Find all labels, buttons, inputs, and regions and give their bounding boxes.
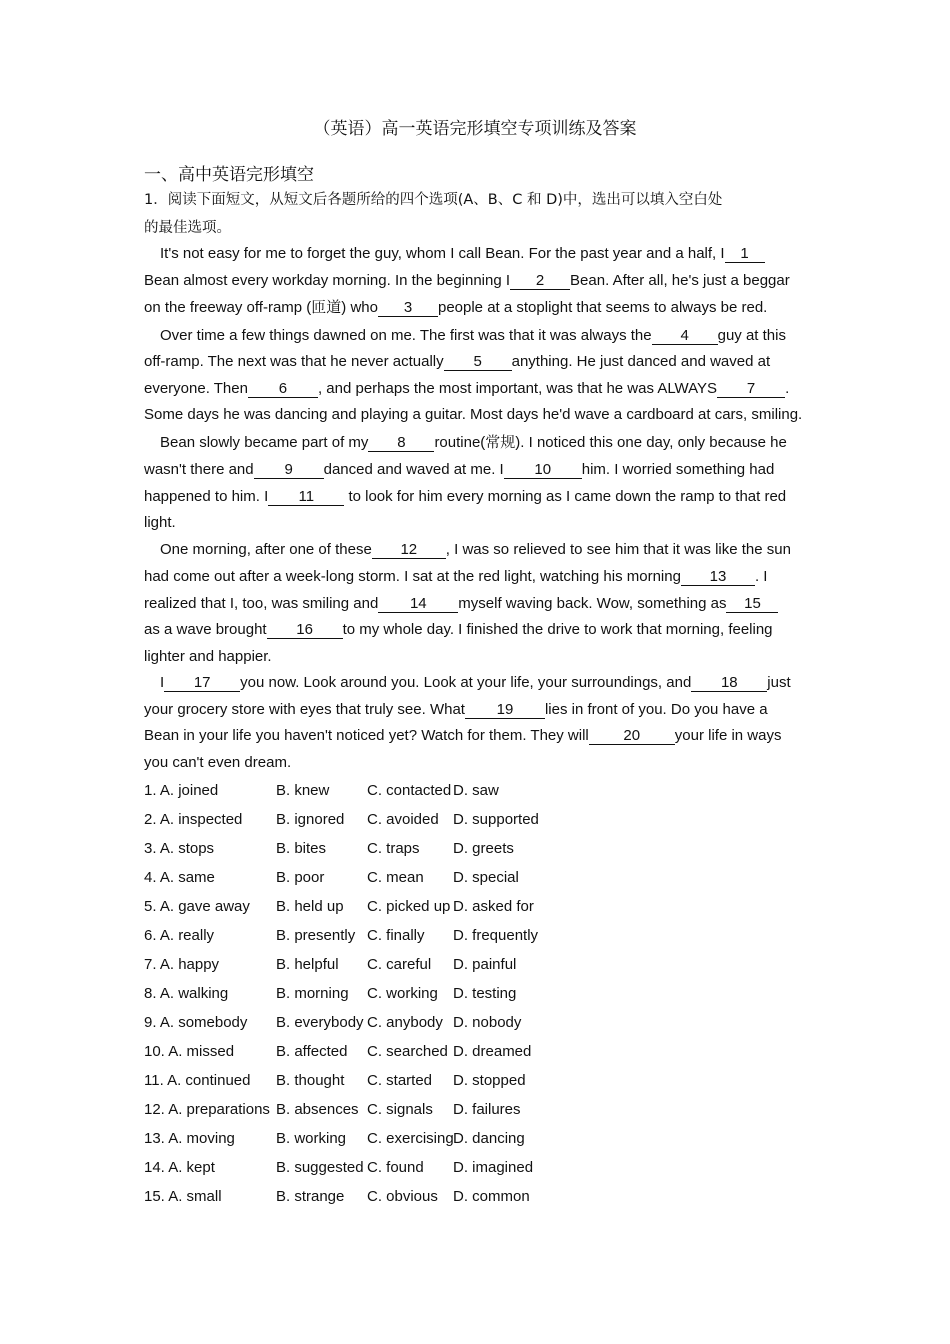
option-choice: 5. A. gave away: [144, 898, 250, 915]
option-choice: 15. A. small: [144, 1188, 222, 1205]
option-choice: D. common: [453, 1188, 530, 1205]
option-choice: C. obvious: [367, 1188, 438, 1205]
option-choice: B. bites: [276, 840, 327, 857]
passage-text: I: [160, 674, 165, 691]
passage-line: [160, 540, 850, 560]
blank-17: 17: [164, 674, 240, 692]
instruction-line: 的最佳选项。: [144, 220, 231, 236]
option-choice: 1. A. joined: [144, 782, 219, 799]
option-row: [144, 810, 564, 830]
passage-text: wasn't there and: [144, 461, 254, 478]
passage-line: [160, 326, 850, 346]
passage-text: people at a stoplight that seems to always be red.: [437, 299, 768, 316]
passage-line: lighter and happier.: [144, 648, 272, 665]
option-choice: D. nobody: [453, 1014, 522, 1031]
instruction-line: 1．阅读下面短文，从短文后各题所给的四个选项(A、B、C 和 D)中，选出可以填入空白处: [144, 192, 723, 208]
option-choice: D. supported: [453, 811, 539, 828]
option-choice: D. frequently: [453, 927, 539, 944]
option-row: [144, 1100, 564, 1120]
option-choice: D. failures: [453, 1101, 521, 1118]
passage-text: happened to him. I: [144, 488, 269, 505]
blank-5: 5: [444, 353, 512, 371]
passage-text: realized that I, too, was smiling and: [144, 595, 379, 612]
passage-text: Bean in your life you haven't noticed yet? Watch for them. They will: [144, 727, 589, 744]
passage-line: you can't even dream.: [144, 754, 292, 771]
option-row: [144, 1042, 564, 1062]
option-choice: D. dancing: [453, 1130, 525, 1147]
option-choice: 6. A. really: [144, 927, 215, 944]
passage-text: myself waving back. Wow, something as: [458, 595, 727, 612]
option-row: [144, 1071, 564, 1091]
option-row: [144, 926, 564, 946]
passage-text: everyone. Then: [144, 380, 248, 397]
option-choice: C. traps: [367, 840, 420, 857]
blank-6: 6: [248, 380, 318, 398]
passage-text: your life in ways: [674, 727, 782, 744]
blank-11: 11: [268, 488, 344, 506]
option-choice: B. absences: [276, 1101, 359, 1118]
section-heading: 一、高中英语完形填空: [144, 165, 314, 185]
option-choice: D. special: [453, 869, 519, 886]
option-choice: C. started: [367, 1072, 433, 1089]
blank-9: 9: [254, 461, 324, 479]
passage-line: [144, 271, 834, 291]
option-choice: 2. A. inspected: [144, 811, 243, 828]
option-row: [144, 984, 564, 1004]
passage-line: [144, 620, 834, 640]
blank-4: 4: [652, 327, 718, 345]
option-choice: D. painful: [453, 956, 517, 973]
passage-text: him. I worried something had: [581, 461, 775, 478]
option-row: [144, 1187, 564, 1207]
option-choice: B. ignored: [276, 811, 345, 828]
passage-line: [144, 460, 834, 480]
option-choice: C. mean: [367, 869, 424, 886]
blank-19: 19: [465, 701, 545, 719]
passage-line: [144, 700, 834, 720]
option-choice: C. avoided: [367, 811, 439, 828]
passage-text: to my whole day. I finished the drive to work that morning, feeling: [342, 621, 773, 638]
option-row: [144, 781, 564, 801]
option-choice: C. picked up: [367, 898, 451, 915]
passage-text: you now. Look around you. Look at your life, your surroundings, and: [240, 674, 692, 691]
option-choice: 8. A. walking: [144, 985, 229, 1002]
passage-text: It's not easy for me to forget the guy, whom I call Bean. For the past year and a half, I: [160, 245, 725, 262]
option-choice: C. working: [367, 985, 438, 1002]
option-choice: B. suggested: [276, 1159, 364, 1176]
passage-text: on the freeway off-ramp (匝道) who: [144, 299, 378, 316]
blank-7: 7: [717, 380, 785, 398]
option-choice: D. dreamed: [453, 1043, 532, 1060]
blank-3: 3: [378, 299, 438, 317]
blank-16: 16: [267, 621, 343, 639]
option-row: [144, 1013, 564, 1033]
option-choice: C. signals: [367, 1101, 433, 1118]
passage-text: guy at this: [717, 327, 786, 344]
passage-text: just: [767, 674, 791, 691]
option-choice: 7. A. happy: [144, 956, 220, 973]
blank-20: 20: [589, 727, 675, 745]
option-choice: 3. A. stops: [144, 840, 215, 857]
option-choice: B. presently: [276, 927, 356, 944]
option-choice: 12. A. preparations: [144, 1101, 270, 1118]
passage-text: , and perhaps the most important, was that he was ALWAYS: [317, 380, 718, 397]
option-choice: B. morning: [276, 985, 349, 1002]
option-choice: D. imagined: [453, 1159, 534, 1176]
option-choice: C. finally: [367, 927, 425, 944]
option-choice: D. saw: [453, 782, 499, 799]
option-choice: D. testing: [453, 985, 517, 1002]
option-choice: B. helpful: [276, 956, 339, 973]
option-row: [144, 1158, 564, 1178]
passage-text: lies in front of you. Do you have a: [544, 701, 768, 718]
passage-line: [144, 379, 834, 399]
option-choice: 14. A. kept: [144, 1159, 215, 1176]
passage-line: [160, 673, 850, 693]
blank-2: 2: [510, 272, 570, 290]
option-choice: D. stopped: [453, 1072, 526, 1089]
option-choice: C. careful: [367, 956, 432, 973]
option-choice: B. held up: [276, 898, 344, 915]
passage-line: [160, 244, 850, 264]
passage-line: [144, 726, 834, 746]
blank-8: 8: [368, 434, 434, 452]
passage-text: One morning, after one of these: [160, 541, 372, 558]
passage-text: off-ramp. The next was that he never actually: [144, 353, 444, 370]
passage-text: your grocery store with eyes that truly see. What: [144, 701, 465, 718]
option-choice: D. asked for: [453, 898, 534, 915]
option-choice: C. contacted: [367, 782, 452, 799]
option-choice: C. searched: [367, 1043, 448, 1060]
passage-text: . I: [754, 568, 768, 585]
passage-line: light.: [144, 514, 176, 531]
passage-text: Bean slowly became part of my: [160, 434, 369, 451]
passage-text: had come out after a week-long storm. I sat at the red light, watching his morning: [144, 568, 681, 585]
option-choice: B. working: [276, 1130, 347, 1147]
option-choice: 11. A. continued: [144, 1072, 251, 1089]
option-choice: C. anybody: [367, 1014, 443, 1031]
option-choice: B. knew: [276, 782, 330, 799]
passage-text: Bean almost every workday morning. In the beginning I: [144, 272, 511, 289]
passage-text: .: [785, 380, 790, 397]
option-choice: 4. A. same: [144, 869, 215, 886]
option-choice: B. everybody: [276, 1014, 364, 1031]
blank-14: 14: [378, 595, 458, 613]
passage-line: Some days he was dancing and playing a guitar. Most days he'd wave a cardboard at cars, smiling.: [144, 406, 803, 423]
document-title: （英语）高一英语完形填空专项训练及答案: [313, 119, 637, 139]
blank-13: 13: [681, 568, 755, 586]
option-choice: B. affected: [276, 1043, 348, 1060]
blank-12: 12: [372, 541, 446, 559]
passage-line: [144, 567, 834, 587]
passage-text: , I was so relieved to see him that it was like the sun: [445, 541, 791, 558]
passage-line: [144, 487, 834, 507]
passage-text: Over time a few things dawned on me. The first was that it was always the: [160, 327, 652, 344]
option-choice: C. exercising: [367, 1130, 454, 1147]
passage-text: routine(常规). I noticed this one day, only because he: [434, 434, 787, 451]
passage-line: [160, 433, 850, 453]
option-choice: B. strange: [276, 1188, 345, 1205]
option-row: [144, 839, 564, 859]
option-choice: D. greets: [453, 840, 514, 857]
blank-10: 10: [504, 461, 582, 479]
blank-15: 15: [726, 595, 778, 613]
passage-text: anything. He just danced and waved at: [511, 353, 771, 370]
option-row: [144, 1129, 564, 1149]
blank-18: 18: [691, 674, 767, 692]
option-choice: 9. A. somebody: [144, 1014, 248, 1031]
option-row: [144, 897, 564, 917]
passage-line: [144, 352, 834, 372]
option-row: [144, 955, 564, 975]
passage-line: [144, 594, 834, 614]
passage-text: danced and waved at me. I: [323, 461, 504, 478]
option-choice: 13. A. moving: [144, 1130, 235, 1147]
option-choice: 10. A. missed: [144, 1043, 235, 1060]
option-choice: B. thought: [276, 1072, 345, 1089]
passage-line: [144, 298, 834, 318]
option-choice: C. found: [367, 1159, 424, 1176]
passage-text: to look for him every morning as I came down the ramp to that red: [348, 488, 787, 505]
passage-text: as a wave brought: [144, 621, 267, 638]
option-row: [144, 868, 564, 888]
blank-1: 1: [725, 245, 765, 263]
passage-text: Bean. After all, he's just a beggar: [570, 272, 790, 289]
option-choice: B. poor: [276, 869, 325, 886]
